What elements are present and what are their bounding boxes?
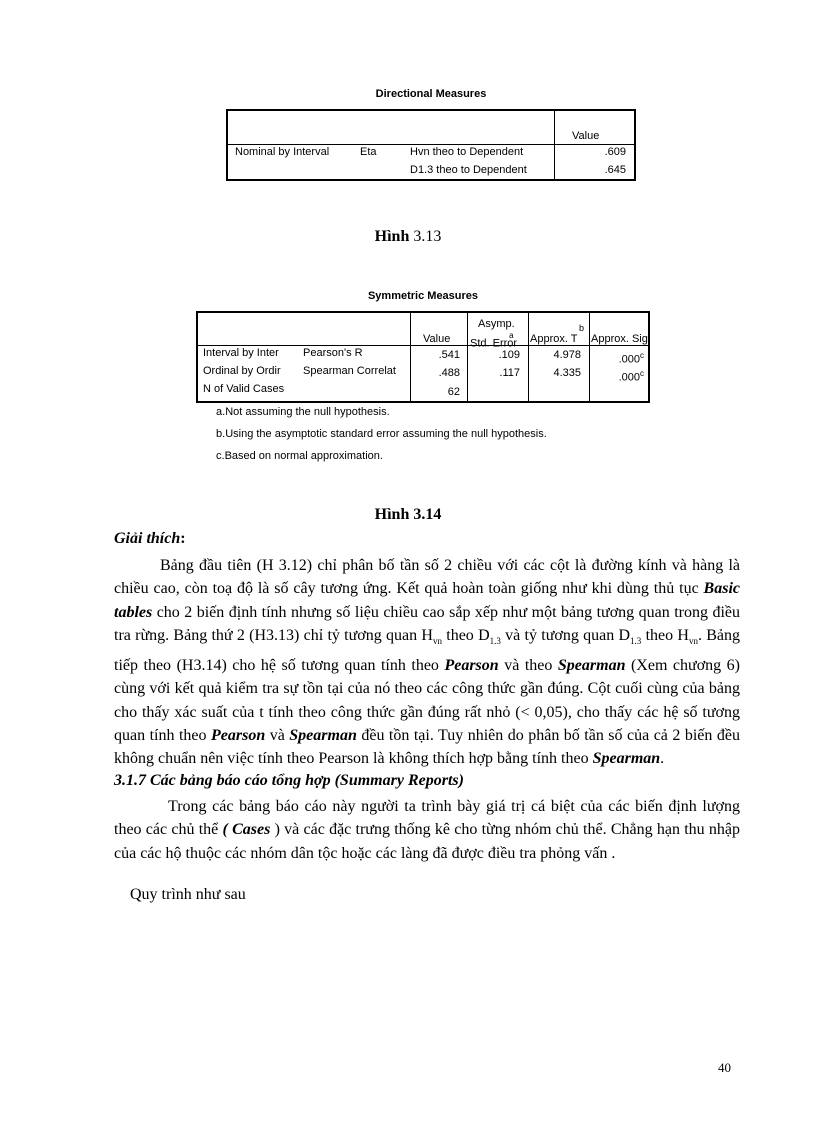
table2-cell-sig: .000$^c$ [618, 351, 644, 366]
explanation-paragraph: Bảng đầu tiên (H 3.12) chỉ phân bố tần số 2 chiều với các cột là đường kính và hàng là chiều cao, còn toạ độ là số cây tương ứng. Kết quả hoàn toàn giống như khi dùng thủ tục Basic tables cho 2 biến định tính nhưng số liệu chiều cao sắp xếp như một bảng tương quan trong điều tra rừng. Bảng thứ 2 (H3.13) chỉ tỷ tương quan $H_{vn}$ theo $D_{1.3}$ và tỷ tương quan $D_{1.3}$ theo $H_{vn}$. Bảng tiếp theo (H3.14) cho hệ số tương quan tính theo Pearson và theo Spearman (Xem chương 6) cùng với kết quả kiểm tra sự tồn tại của nó theo các công thức gần đúng. Cột cuối cùng của bảng cho thấy xác suất của t tính theo công thức gần đúng rất nhỏ (< 0,05), cho thấy các hệ số tương quan tính theo Pearson và Spearman đều tồn tại. Tuy nhiên do phân bố tần số của cả 2 biến đều không chuẩn nên việc tính theo Pearson là không thích hợp bằng tính theo Spearman. [114, 557, 741, 768]
table2-asymp-header: Asymp. [478, 318, 515, 330]
table2-cell-value: .541 [438, 349, 460, 361]
table2-row-stat: Pearson's R [303, 347, 363, 359]
table1-row-group: Nominal by Interval [235, 146, 330, 158]
table1-row-label: D1.3 theo to Dependent [410, 164, 527, 176]
table1-row-value: .645 [604, 164, 626, 176]
table2-row-group: Ordinal by Ordir [203, 365, 281, 377]
table2-approx-t-header: Approx. T [530, 333, 578, 345]
procedure-line: Quy trình như sau [130, 886, 246, 903]
table2-footnote: c.Based on normal approximation. [216, 450, 383, 462]
table2-std-error-header: Std. Error$^a$ [470, 331, 518, 350]
table2-title: Symmetric Measures [367, 290, 479, 302]
table2-cell-sig: .000$^c$ [618, 369, 644, 384]
figure-caption-3-14: Hình 3.14 [374, 506, 442, 523]
table1-row-stat: Eta [360, 146, 377, 158]
table2-approx-sig-header: Approx. Sig. [591, 333, 651, 345]
table2-cell-value: 62 [447, 386, 460, 398]
table2-row-group: N of Valid Cases [203, 383, 285, 395]
table2-value-header: Value [423, 333, 451, 345]
table2-footnote: a.Not assuming the null hypothesis. [216, 406, 390, 418]
table1-row-value: .609 [604, 146, 626, 158]
figure-caption-3-13 [0, 228, 816, 246]
table2-cell-se: .109 [498, 349, 520, 361]
page-number: 40 [718, 1060, 731, 1075]
table2-cell-t: 4.335 [553, 367, 581, 379]
figure-caption-bold: Hình [374, 228, 410, 245]
table1-row-label: Hvn theo to Dependent [410, 146, 524, 158]
table2-cell-t: 4.978 [553, 349, 581, 361]
table2-approx-t-sup: b [579, 323, 585, 333]
table2-row-group: Interval by Inter [203, 347, 279, 359]
table2-row-stat: Spearman Correlat [303, 365, 396, 377]
table1-value-header: Value [572, 130, 600, 142]
table2-cell-se: .117 [499, 367, 520, 379]
table2-cell-value: .488 [438, 367, 460, 379]
section-heading-3-1-7: 3.1.7 Các bảng báo cáo tổng hợp (Summary Reports) [114, 772, 464, 789]
table1-title: Directional Measures [375, 88, 487, 100]
explanation-heading: Giải thích: [114, 530, 186, 547]
summary-reports-paragraph: Trong các bảng báo cáo này người ta trình bày giá trị cá biệt của các biến định lượng theo các chủ thể ( Cases ) và các đặc trưng thống kê cho từng nhóm chủ thể. Chẳng hạn thu nhập của các hộ thuộc các nhóm dân tộc hoặc các làng đã được điều tra phỏng vấn . [114, 798, 741, 862]
figure-caption-number: 3.13 [413, 228, 442, 245]
table2-footnote: b.Using the asymptotic standard error assuming the null hypothesis. [216, 428, 547, 440]
